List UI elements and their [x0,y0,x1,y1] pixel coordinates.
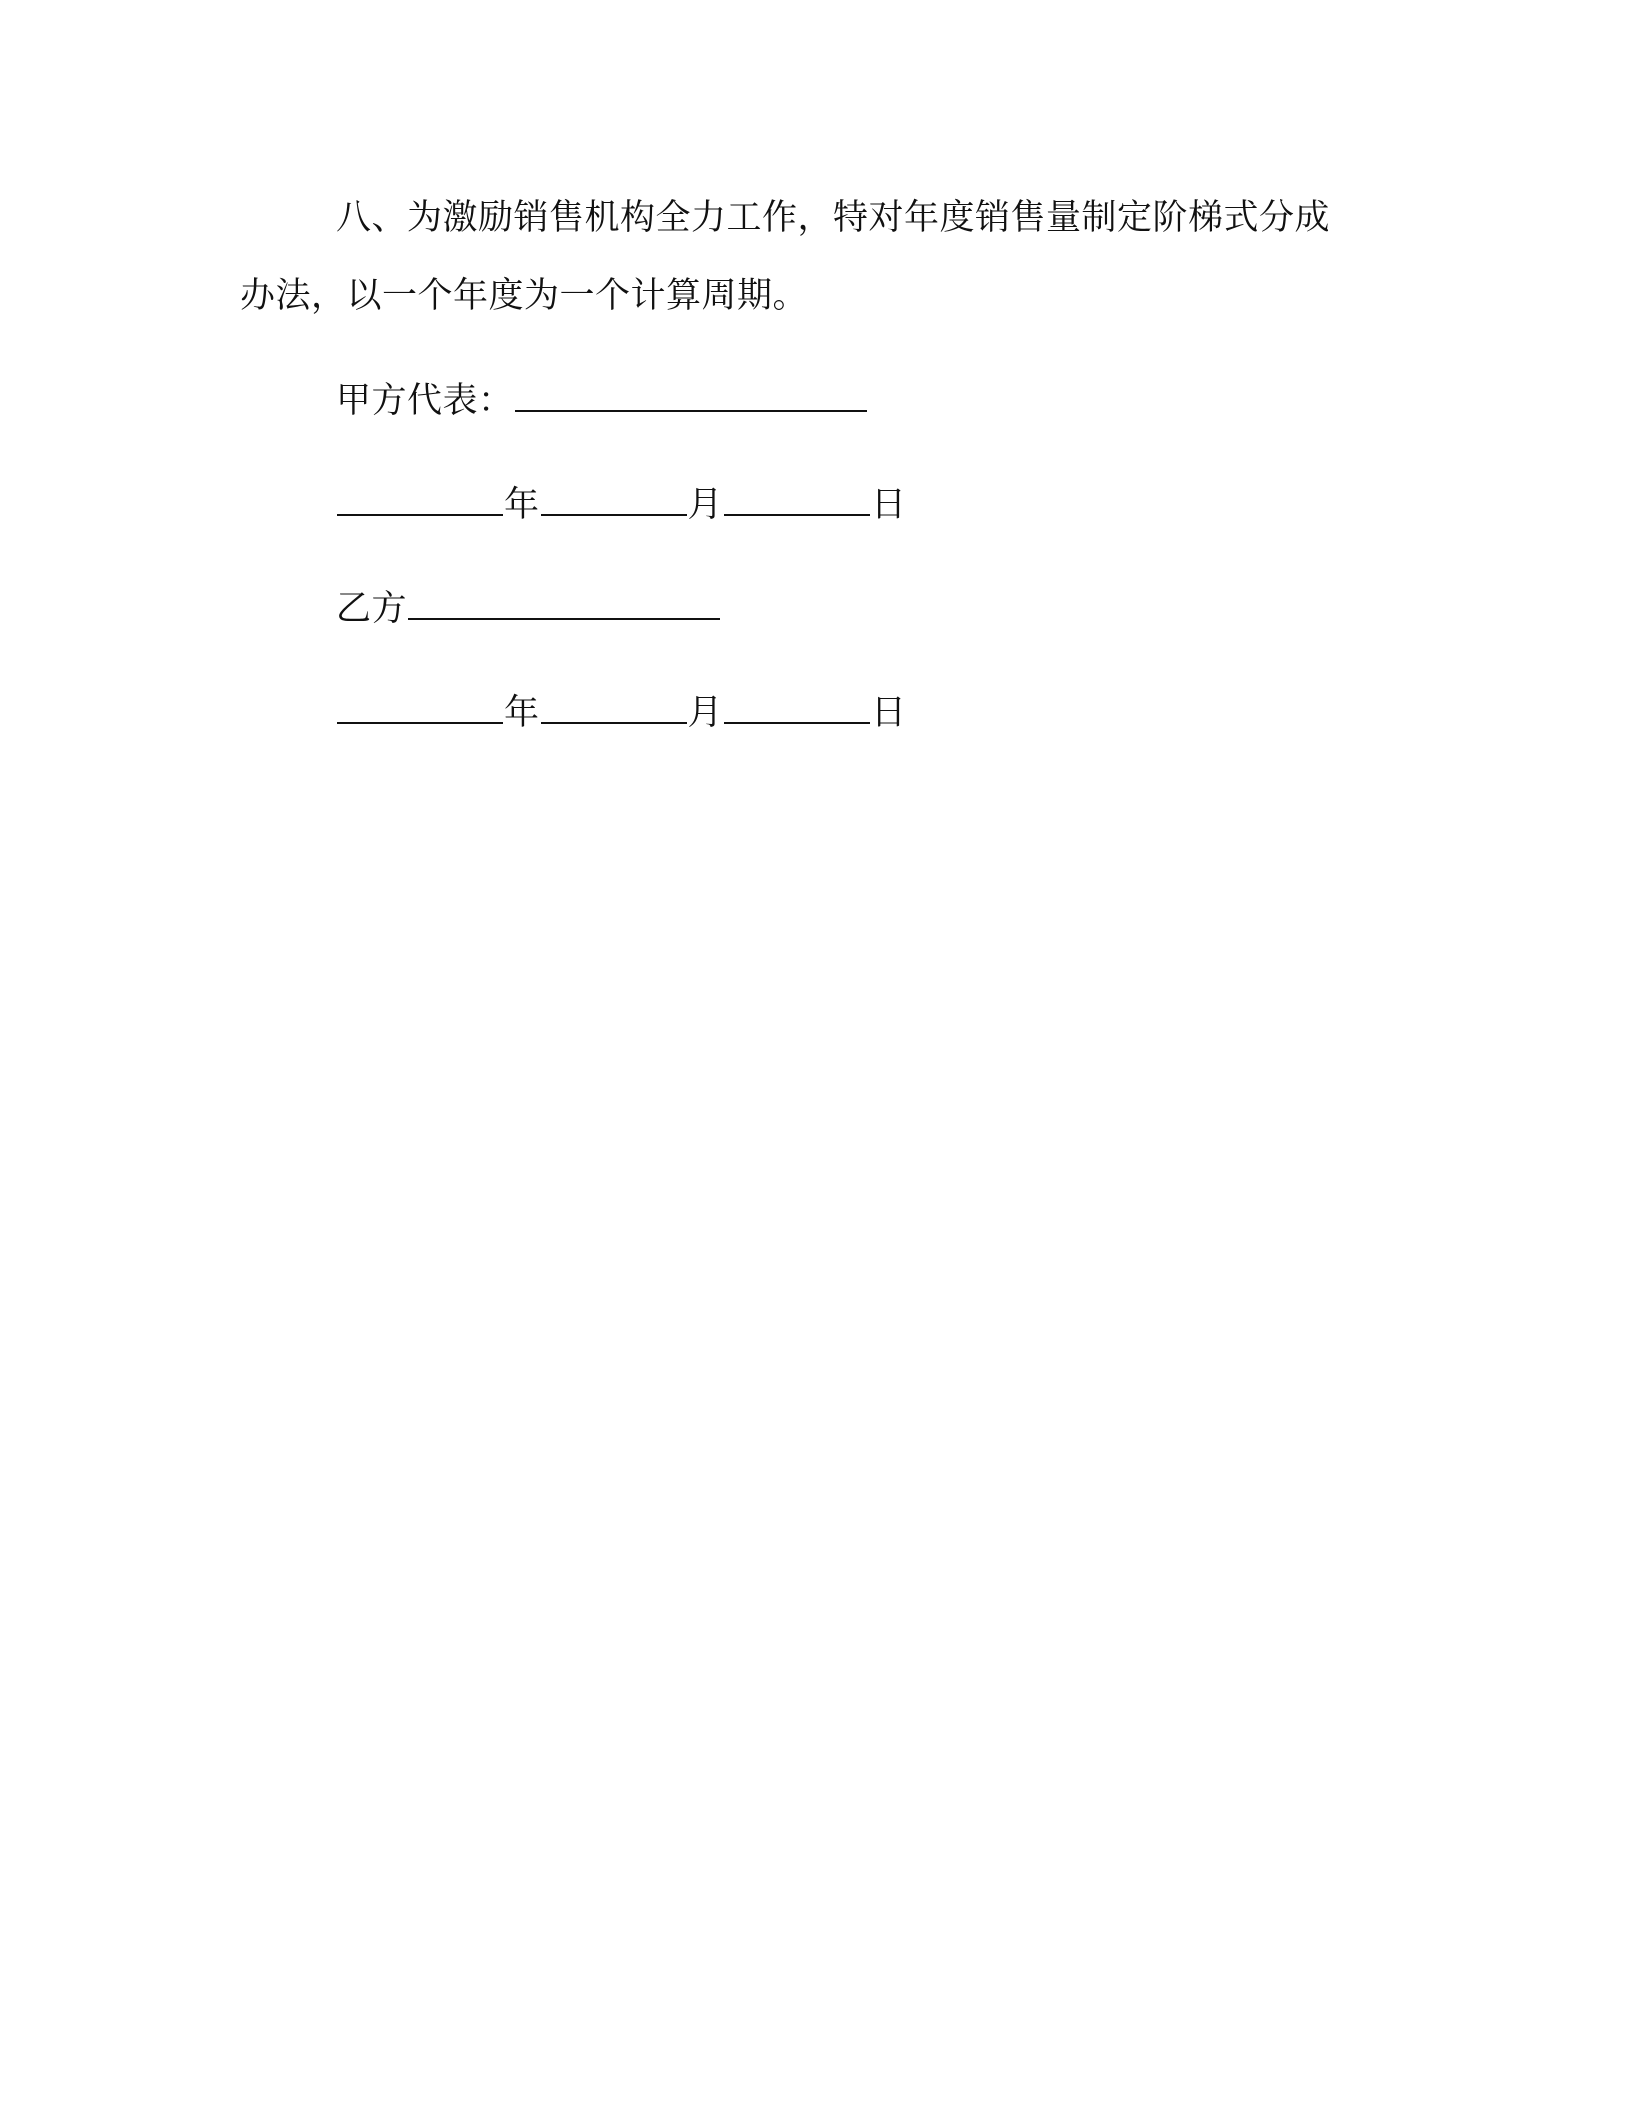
day-label: 日 [871,485,907,525]
party-b-signature-blank[interactable] [408,586,720,620]
party-b-date-row [336,690,907,735]
year-label: 年 [504,485,540,525]
party-a-day-blank[interactable] [724,482,870,516]
party-a-date-row [336,482,907,527]
party-a-year-blank[interactable] [337,482,503,516]
month-label: 月 [687,485,724,525]
clause-eight-line-2: 办法，以一个年度为一个计算周期。 [240,276,809,316]
party-a-label: 甲方代表： [336,381,514,421]
party-b-signature-row [336,586,721,631]
party-b-day-blank[interactable] [724,690,870,724]
month-label: 月 [687,693,724,733]
day-label: 日 [871,693,907,733]
party-b-month-blank[interactable] [541,690,687,724]
party-b-year-blank[interactable] [337,690,503,724]
party-a-month-blank[interactable] [541,482,687,516]
party-a-signature-row [336,378,868,423]
party-a-signature-blank[interactable] [515,378,867,412]
party-b-label: 乙方 [336,589,408,629]
year-label: 年 [504,693,540,733]
clause-eight-line-1: 八、为激励销售机构全力工作，特对年度销售量制定阶梯式分成 [336,198,1331,238]
